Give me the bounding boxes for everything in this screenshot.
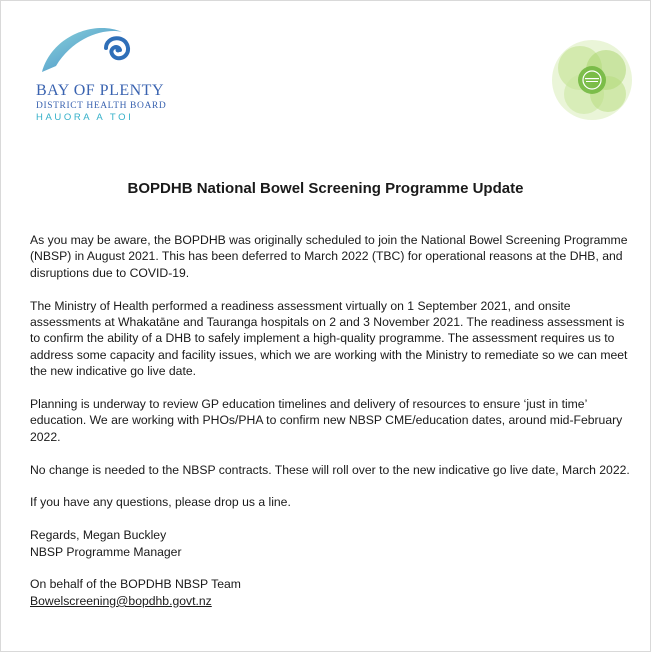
signoff-behalf: On behalf of the BOPDHB NBSP Team [30, 577, 241, 592]
signoff-regards: Regards, Megan Buckley [30, 528, 167, 543]
logo-line-3: HAUORA A TOI [36, 112, 134, 123]
paragraph-questions: If you have any questions, please drop us a line. [30, 495, 291, 510]
logo-line-2: DISTRICT HEALTH BOARD [36, 101, 167, 111]
paragraph-readiness: The Ministry of Health performed a readiness assessment virtually on 1 September 2021, and onsite assessments at Whakatāne and Tauranga hospitals on 2 and 3 November 2021. The readiness assessment is to confirm the ability of a DHB to safely implement a high-quality programme. The assessment requires us to address some capacity and facility issues, which we are working with the Ministry to remediate so we can meet the new indicative go live date. [30, 298, 628, 379]
bopdhb-logo [30, 22, 167, 127]
koru-swirl-icon [34, 22, 154, 82]
paragraph-deferral: As you may be aware, the BOPDHB was originally scheduled to join the National Bowel Screening Programme (NBSP) in August 2021. This has been deferred to March 2022 (TBC) for operational reasons at the DHB, and disruptions due to COVID-19. [30, 233, 628, 280]
paragraph-contracts: No change is needed to the NBSP contracts. These will roll over to the new indicative go live date, March 2022. [30, 462, 630, 477]
green-circles-emblem-icon [550, 38, 634, 122]
nbsp-emblem [550, 38, 634, 122]
page-title: BOPDHB National Bowel Screening Programme Update [127, 180, 524, 197]
logo-line-1: BAY OF PLENTY [36, 82, 164, 99]
letter-body [30, 232, 630, 609]
paragraph-education: Planning is underway to review GP education timelines and delivery of resources to ensure ‘just in time’ education. We are working with PHOs/PHA to confirm new NBSP CME/education dates, around mid-February 2022. [30, 397, 623, 444]
email-link[interactable]: Bowelscreening@bopdhb.govt.nz [30, 593, 212, 608]
signoff-role: NBSP Programme Manager [30, 544, 182, 559]
